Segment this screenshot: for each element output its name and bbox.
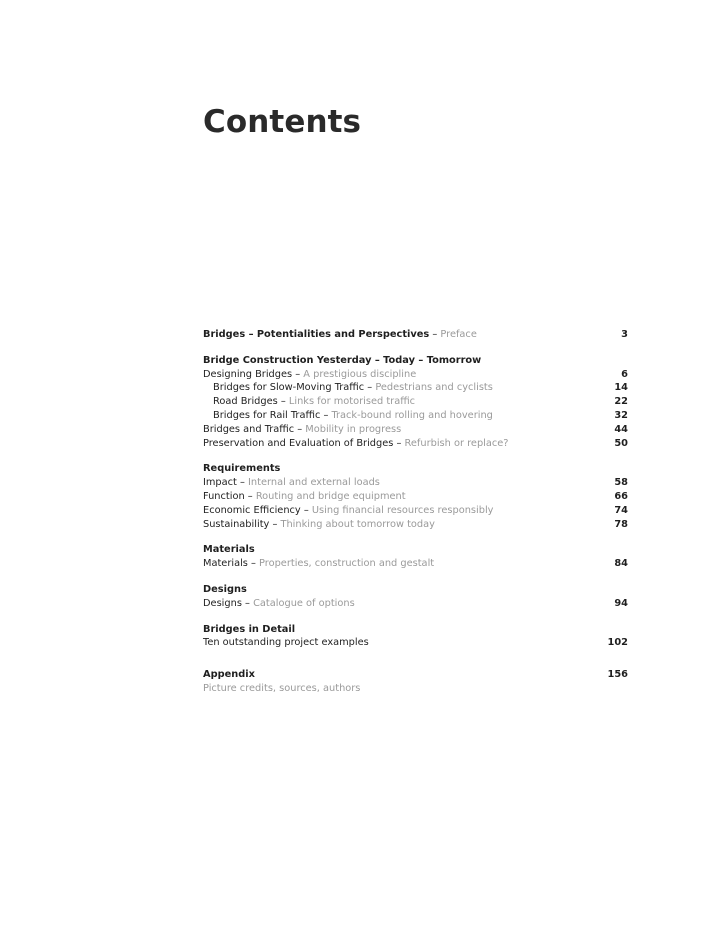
- section-heading[interactable]: [203, 583, 628, 597]
- toc-section: [203, 623, 628, 651]
- toc-entry[interactable]: [203, 490, 628, 504]
- section-heading-text: Requirements: [203, 463, 281, 475]
- entry-separator: –: [364, 382, 376, 394]
- page-number: 14: [614, 382, 628, 394]
- page-number: 3: [621, 329, 628, 340]
- section-heading-text: Bridges in Detail: [203, 623, 296, 635]
- toc-entry[interactable]: [203, 518, 628, 532]
- page-number: 32: [614, 409, 628, 421]
- section-heading[interactable]: [203, 668, 628, 682]
- entry-title: Sustainability: [203, 518, 270, 530]
- section-heading-text: Bridge Construction Yesterday – Today – Tomorrow: [203, 354, 482, 366]
- entry-separator: –: [247, 558, 260, 570]
- table-of-contents: [203, 328, 628, 708]
- entry-subtitle: Links for motorised traffic: [288, 396, 416, 408]
- entry-subtitle: Pedestrians and cyclists: [375, 382, 493, 394]
- entry-subtitle: A prestigious discipline: [303, 368, 417, 380]
- entry-title: Bridges – Potentialities and Perspectives: [203, 329, 430, 340]
- toc-entry[interactable]: [203, 557, 628, 571]
- entry-title: Impact: [203, 477, 237, 489]
- toc-section: [203, 668, 628, 696]
- entry-title: Function: [203, 490, 245, 502]
- entry-separator: –: [294, 423, 306, 435]
- toc-entry[interactable]: [203, 597, 628, 611]
- section-heading[interactable]: [203, 354, 628, 368]
- page-number: 44: [614, 423, 628, 435]
- entry-subtitle: Catalogue of options: [253, 597, 355, 609]
- entry-title: Preservation and Evaluation of Bridges: [203, 437, 394, 449]
- entry-separator: –: [320, 409, 332, 421]
- entry-title: Designing Bridges: [203, 368, 293, 380]
- entry-separator: –: [269, 518, 281, 530]
- entry-subtitle: Internal and external loads: [248, 477, 380, 489]
- entry-subtitle: Mobility in progress: [305, 423, 402, 435]
- toc-entry[interactable]: [203, 504, 628, 518]
- entry-subtitle: Track-bound rolling and hovering: [331, 409, 493, 421]
- toc-entry[interactable]: [203, 395, 628, 409]
- toc-entry[interactable]: [203, 636, 628, 650]
- page-number: 156: [607, 669, 628, 681]
- entry-title: Materials: [203, 558, 248, 570]
- section-heading[interactable]: [203, 623, 628, 637]
- entry-separator: –: [236, 477, 249, 489]
- entry-title: Bridges for Slow-Moving Traffic: [213, 382, 365, 394]
- entry-separator: –: [277, 396, 289, 408]
- toc-entry[interactable]: [203, 476, 628, 490]
- page-number: 102: [607, 637, 628, 649]
- entry-separator: –: [292, 368, 304, 380]
- entry-title: Bridges and Traffic: [203, 423, 295, 435]
- section-heading-text: Materials: [203, 544, 255, 556]
- page-number: 58: [614, 477, 628, 489]
- page-number: 84: [614, 558, 628, 570]
- entry-subtitle: Picture credits, sources, authors: [203, 682, 361, 694]
- toc-section: [203, 543, 628, 571]
- page-number: 22: [614, 396, 628, 408]
- page-number: 74: [614, 504, 628, 516]
- entry-subtitle: Properties, construction and gestalt: [259, 558, 435, 570]
- entry-subtitle: Refurbish or replace?: [404, 437, 509, 449]
- toc-entry[interactable]: [203, 409, 628, 423]
- entry-subtitle: Thinking about tomorrow today: [280, 518, 435, 530]
- section-heading-text: Designs: [203, 583, 247, 595]
- page-number: 66: [614, 490, 628, 502]
- page-number: 6: [621, 368, 628, 380]
- entry-title: Economic Efficiency: [203, 504, 301, 516]
- entry-title: Ten outstanding project examples: [203, 637, 369, 649]
- page-number: 78: [614, 518, 628, 530]
- section-heading-text: Appendix: [203, 669, 255, 681]
- entry-title: Designs: [203, 597, 242, 609]
- page-number: 94: [614, 597, 628, 609]
- entry-subtitle: Preface: [440, 329, 477, 340]
- toc-entry[interactable]: [203, 423, 628, 437]
- toc-entry[interactable]: [203, 437, 628, 451]
- entry-subtitle: Routing and bridge equipment: [255, 490, 406, 502]
- entry-separator: –: [429, 329, 441, 340]
- toc-entry[interactable]: [203, 368, 628, 382]
- entry-title: Bridges for Rail Traffic: [213, 409, 321, 421]
- toc-section: [203, 354, 628, 451]
- toc-entry[interactable]: [203, 682, 628, 696]
- entry-separator: –: [241, 597, 254, 609]
- section-heading[interactable]: [203, 543, 628, 557]
- entry-subtitle: Using financial resources responsibly: [311, 504, 494, 516]
- toc-section: [203, 328, 628, 342]
- entry-separator: –: [300, 504, 312, 516]
- entry-title: Road Bridges: [213, 396, 278, 408]
- toc-section: [203, 462, 628, 531]
- toc-section: [203, 583, 628, 611]
- toc-entry[interactable]: [203, 381, 628, 395]
- entry-separator: –: [393, 437, 405, 449]
- entry-separator: –: [244, 490, 256, 502]
- section-heading[interactable]: [203, 462, 628, 476]
- toc-entry[interactable]: [203, 328, 628, 342]
- page-title: Contents: [203, 104, 362, 140]
- page-number: 50: [614, 437, 628, 449]
